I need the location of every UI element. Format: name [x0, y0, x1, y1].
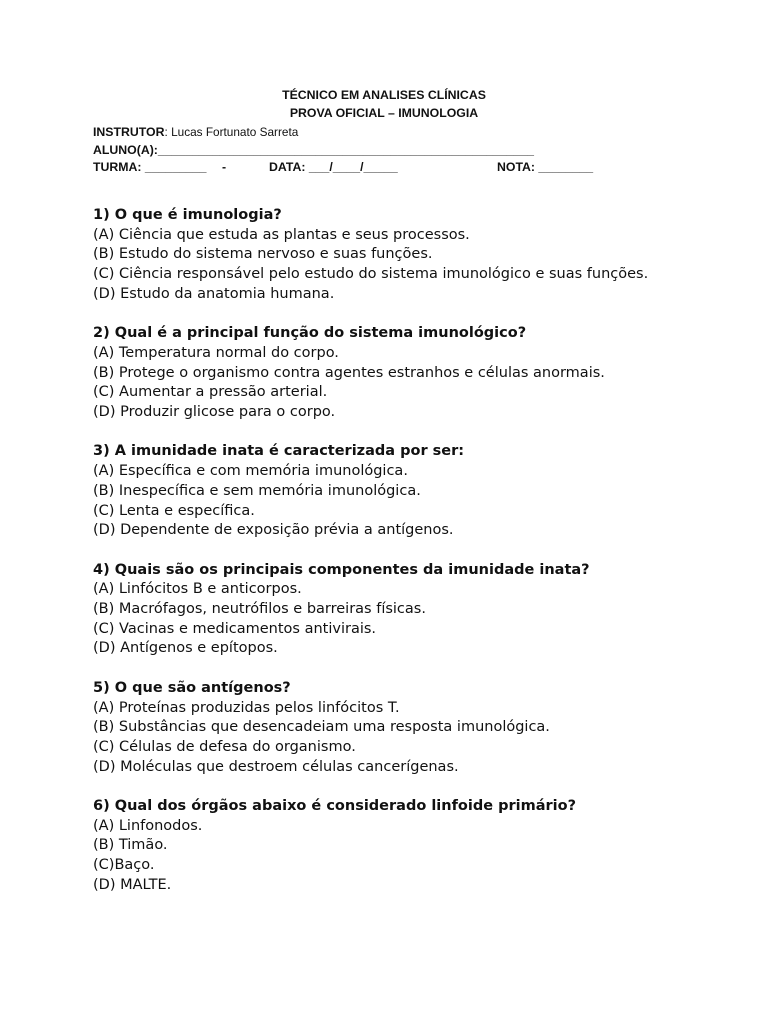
- option-a: (A) Temperatura normal do corpo.: [93, 344, 339, 361]
- option-d: (D) Produzir glicose para o corpo.: [93, 404, 336, 421]
- option-a: (A) Linfócitos B e anticorpos.: [93, 581, 302, 598]
- question-text: 4) Quais são os principais componentes da imunidade inata?: [93, 561, 590, 578]
- option-c: (C)Baço.: [93, 857, 155, 874]
- option-b: (B) Inespecífica e sem memória imunológica.: [93, 482, 421, 499]
- question-2: [93, 324, 678, 423]
- option-c: (C) Lenta e específica.: [93, 502, 255, 519]
- option-a: (A) Específica e com memória imunológica.: [93, 463, 408, 480]
- question-list: [93, 206, 678, 915]
- option-c: (C) Aumentar a pressão arterial.: [93, 384, 328, 401]
- option-b: (B) Protege o organismo contra agentes estranhos e células anormais.: [93, 364, 605, 381]
- question-text: 1) O que é imunologia?: [93, 207, 282, 223]
- option-c: (C) Vacinas e medicamentos antivirais.: [93, 620, 377, 637]
- option-c: (C) Ciência responsável pelo estudo do sistema imunológico e suas funções.: [93, 266, 649, 283]
- question-6: [93, 797, 678, 896]
- class-field: TURMA: _________: [93, 160, 207, 174]
- question-3: [93, 442, 678, 541]
- option-a: (A) Linfonodos.: [93, 817, 203, 834]
- question-text: 3) A imunidade inata é caracterizada por ser:: [93, 443, 465, 460]
- option-d: (D) Antígenos e epítopos.: [93, 640, 278, 657]
- field-separator: -: [222, 160, 227, 174]
- option-d: (D) Estudo da anatomia humana.: [93, 285, 335, 302]
- grade-field: NOTA: ________: [497, 160, 594, 174]
- question-text: 2) Qual é a principal função do sistema imunológico?: [93, 325, 527, 342]
- option-b: (B) Estudo do sistema nervoso e suas funções.: [93, 246, 433, 263]
- instructor-label: INSTRUTOR: [93, 125, 165, 139]
- option-d: (D) Dependente de exposição prévia a antígenos.: [93, 522, 454, 539]
- option-c: (C) Células de defesa do organismo.: [93, 738, 356, 755]
- exam-title: TÉCNICO EM ANALISES CLÍNICAS: [282, 88, 486, 102]
- student-name-field: ALUNO(A):_______________________________________________________: [93, 143, 535, 157]
- question-4: [93, 561, 678, 660]
- question-text: 6) Qual dos órgãos abaixo é considerado linfoide primário?: [93, 798, 576, 815]
- question-5: [93, 679, 678, 778]
- option-a: (A) Proteínas produzidas pelos linfócitos T.: [93, 699, 400, 716]
- question-text: 5) O que são antígenos?: [93, 679, 291, 696]
- option-b: (B) Timão.: [93, 837, 168, 854]
- option-d: (D) MALTE.: [93, 876, 172, 893]
- question-1: [93, 206, 678, 305]
- option-d: (D) Moléculas que destroem células cancerígenas.: [93, 758, 459, 775]
- date-field: DATA: ___/____/_____: [269, 160, 398, 174]
- option-b: (B) Substâncias que desencadeiam uma resposta imunológica.: [93, 719, 550, 736]
- option-b: (B) Macrófagos, neutrófilos e barreiras físicas.: [93, 601, 426, 618]
- option-a: (A) Ciência que estuda as plantas e seus processos.: [93, 226, 470, 243]
- instructor-line: [93, 123, 298, 141]
- exam-subtitle: PROVA OFICIAL – IMUNOLOGIA: [289, 106, 479, 120]
- instructor-name: : Lucas Fortunato Sarreta: [164, 125, 299, 139]
